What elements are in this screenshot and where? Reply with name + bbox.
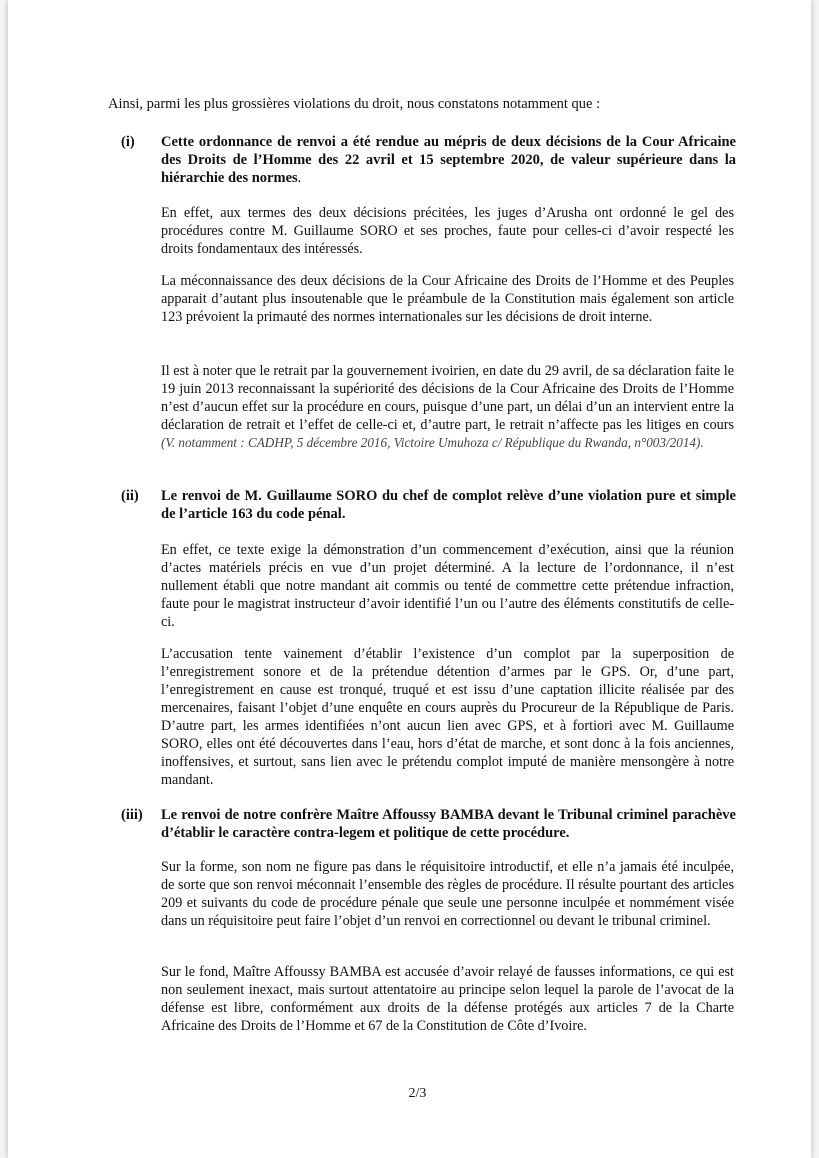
document-page — [8, 0, 811, 1158]
paragraph: L’accusation tente vainement d’établir l’existence d’un complot par la superposition de l’enregistrement sonore et de la prétendue détention d’armes par le GPS. Or, d’une part, l’enregistrement en cause est tronqué, truqué et est issu d’une captation illicite réalisée par des mercenaires, faisant l’objet d’une enquête en cours auprès du Procureur de la République de Paris. D’autre part, les armes identifiées n’ont aucun lien avec GPS, et à fortiori avec M. Guillaume SORO, elles ont été découvertes dans l’eau, hors d’état de marche, et sont donc à la fois anciennes, inoffensives, et surtout, sans lien avec le prétendu complot imputé de manière mensongère à notre mandant. — [161, 646, 734, 788]
paragraph: Il est à noter que le retrait par la gouvernement ivoirien, en date du 29 avril, de sa déclaration faite le 19 juin 2013 reconnaissant la supériorité des décisions de la Cour Africaine des Droits de l’Homme n’est d’aucun effet sur la procédure en cours, puisque d’une part, un délai d’un an intervient entre la déclaration de retrait et l’effet de celle-ci et, d’autre part, le retrait n’affecte pas les litiges en cours (V. notamment : CADHP, 5 décembre 2016, Victoire Umuhoza c/ République du Rwanda, n°003/2014). — [161, 363, 734, 450]
item-title: Cette ordonnance de renvoi a été rendue au mépris de deux décisions de la Cour Africaine des Droits de l’Homme des 22 avril et 15 septembre 2020, de valeur supérieure dans la hiérarchie des normes. — [161, 134, 736, 186]
paragraph: Sur la forme, son nom ne figure pas dans le réquisitoire introductif, et elle n’a jamais été inculpée, de sorte que son renvoi méconnait l’ensemble des règles de procédure. Il résulte pourtant des articles 209 et suivants du code de procédure pénale que seule une personne inculpée et nommément visée dans un réquisitoire peut faire l’objet d’un renvoi en correctionnel ou devant le tribunal criminel. — [161, 859, 734, 929]
paragraph: Sur le fond, Maître Affoussy BAMBA est accusée d’avoir relayé de fausses informations, ce qui est non seulement inexact, mais surtout attentatoire au principe selon lequel la parole de l’avocat de la défense est libre, conformément aux droits de la défense protégés aux articles 7 de la Charte Africaine des Droits de l’Homme et 67 de la Constitution de Côte d’Ivoire. — [161, 964, 734, 1034]
item-title: Le renvoi de M. Guillaume SORO du chef de complot relève d’une violation pure et simple de l’article 163 du code pénal. — [161, 488, 736, 522]
legal-citation: V. notamment : CADHP, 5 décembre 2016, Victoire Umuhoza c/ République du Rwanda, n°003/2014 — [165, 435, 697, 450]
item-title: Le renvoi de notre confrère Maître Affoussy BAMBA devant le Tribunal criminel parachève d’établir le caractère contra-legem et politique de cette procédure. — [161, 807, 736, 841]
paragraph: En effet, ce texte exige la démonstration d’un commencement d’exécution, ainsi que la réunion d’actes matériels précis en vue d’un projet déterminé. A la lecture de l’ordonnance, il n’est nullement établi que notre mandant ait commis ou tenté de commettre cette prétendue infraction, faute pour le magistrat instructeur d’avoir identifié l’un ou l’autre des éléments constitutifs de celle-ci. — [161, 542, 734, 630]
item-marker: (ii) — [121, 488, 139, 504]
paragraph: En effet, aux termes des deux décisions précitées, les juges d’Arusha ont ordonné le gel des procédures contre M. Guillaume SORO et ses proches, faute pour celles-ci d’avoir respecté les droits fondamentaux des intéressés. — [161, 205, 734, 257]
page-number: 2/3 — [408, 1086, 427, 1101]
intro-text: Ainsi, parmi les plus grossières violations du droit, nous constatons notamment que : — [108, 96, 601, 112]
paragraph: La méconnaissance des deux décisions de la Cour Africaine des Droits de l’Homme et des Peuples apparait d’autant plus insoutenable que le préambule de la Constitution mais également son article 123 prévoient la primauté des normes internationales sur les décisions de droit interne. — [161, 273, 734, 325]
item-marker: (i) — [121, 134, 135, 150]
item-marker: (iii) — [121, 807, 143, 823]
